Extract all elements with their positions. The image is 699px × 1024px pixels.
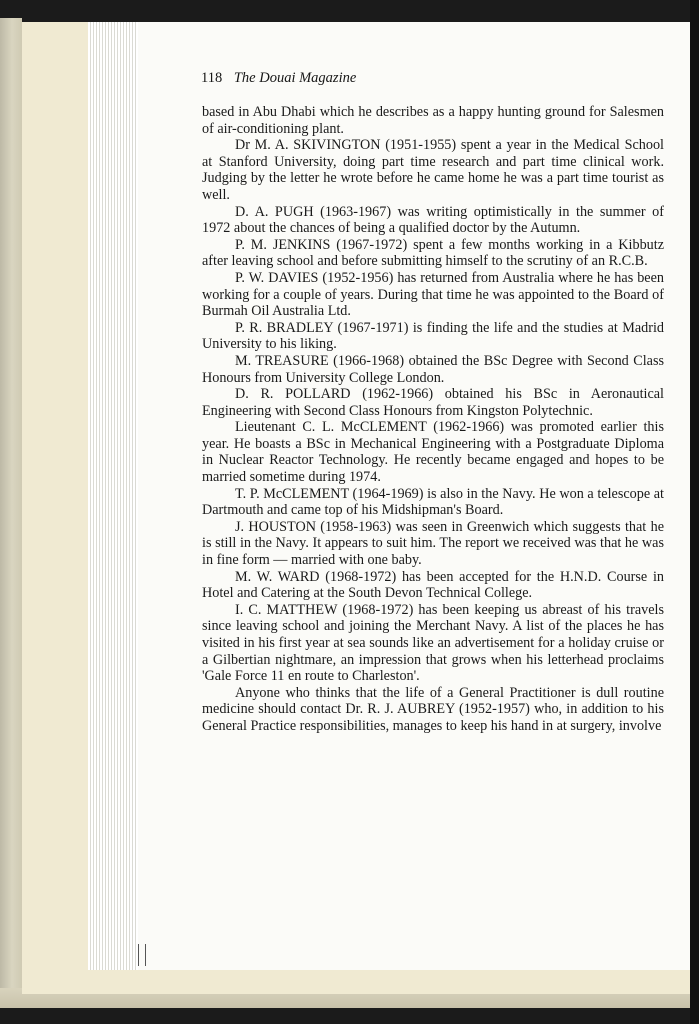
running-header xyxy=(201,70,356,87)
paragraph: M. W. WARD (1968-1972) has been accepted for the H.N.D. Course in Hotel and Catering at the South Devon Technical College. xyxy=(202,568,664,602)
book-cover-left-edge xyxy=(0,18,22,1008)
paragraph: D. R. POLLARD (1962-1966) obtained his BSc in Aeronautical Engineering with Second Class Honours from Kingston Polytechnic. xyxy=(202,386,664,419)
article-body xyxy=(202,104,664,735)
paragraph: P. M. JENKINS (1967-1972) spent a few months working in a Kibbutz after leaving school and before submitting himself to the scrutiny of an R.C.B. xyxy=(202,236,664,270)
paragraph: Lieutenant C. L. McCLEMENT (1962-1966) was promoted earlier this year. He boasts a BSc in Mechanical Engineering with a Postgraduate Diploma in Nuclear Reactor Technology. He recently became engaged and hopes to be married sometime during 1974. xyxy=(202,419,664,486)
page-stack-edges xyxy=(88,22,139,970)
scan-background-edge xyxy=(690,0,699,1024)
paragraph: Anyone who thinks that the life of a General Practitioner is dull routine medicine should contact Dr. R. J. AUBREY (1952-1957) who, in addition to his General Practice responsibilities, manages to keep his hand in at surgery, involve xyxy=(202,684,664,734)
paragraph: based in Abu Dhabi which he describes as a happy hunting ground for Salesmen of air-conditioning plant. xyxy=(202,104,664,137)
paragraph: D. A. PUGH (1963-1967) was writing optimistically in the summer of 1972 about the chances of being a qualified doctor by the Autumn. xyxy=(202,203,664,237)
paragraph: I. C. MATTHEW (1968-1972) has been keeping us abreast of his travels since leaving school and joining the Merchant Navy. A list of the places he has visited in his first year at sea sounds like an advertisement for a holiday cruise or a Gilbertian nightmare, an impression that grows when his letterhead proclaims 'Gale Force 11 en route to Charleston'. xyxy=(202,601,664,685)
page-number: 118 xyxy=(201,70,223,86)
paragraph: P. W. DAVIES (1952-1956) has returned from Australia where he has been working for a couple of years. During that time he was appointed to the Board of Burmah Oil Australia Ltd. xyxy=(202,269,664,320)
paragraph: J. HOUSTON (1958-1963) was seen in Greenwich which suggests that he is still in the Navy. It appears to suit him. The report we received was that he was in fine form — married with one baby. xyxy=(202,518,664,569)
paragraph: Dr M. A. SKIVINGTON (1951-1955) spent a year in the Medical School at Stanford University, doing part time research and part time clinical work. Judging by the letter he wrote before he came home he was a part time tourist as well. xyxy=(202,137,664,203)
magazine-title: The Douai Magazine xyxy=(233,70,357,86)
gutter-mark xyxy=(138,944,146,966)
paragraph: P. R. BRADLEY (1967-1971) is finding the life and the studies at Madrid University to his liking. xyxy=(202,319,664,353)
paragraph: M. TREASURE (1966-1968) obtained the BSc Degree with Second Class Honours from University College London. xyxy=(202,352,664,386)
paragraph: T. P. McCLEMENT (1964-1969) is also in the Navy. He won a telescope at Dartmouth and came top of his Midshipman's Board. xyxy=(202,485,664,519)
